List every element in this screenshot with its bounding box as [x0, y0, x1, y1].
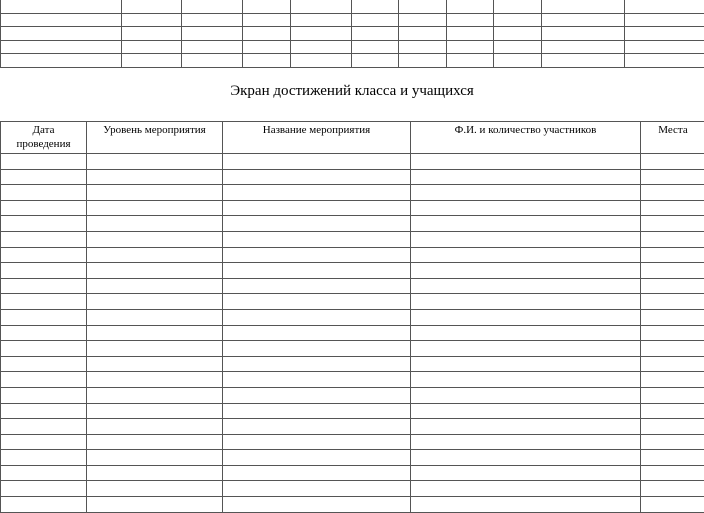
table-cell [223, 497, 411, 513]
table-cell [447, 27, 494, 41]
table-cell [87, 419, 223, 435]
table-cell [87, 231, 223, 247]
table-cell [223, 309, 411, 325]
table-cell [122, 54, 182, 68]
table-cell [1, 309, 87, 325]
table-cell [291, 0, 352, 13]
table-cell [641, 185, 704, 201]
table-cell [243, 27, 291, 41]
table-cell [87, 185, 223, 201]
table-cell [87, 325, 223, 341]
table-cell [1, 372, 87, 388]
table-cell [1, 154, 87, 170]
table-cell [641, 403, 704, 419]
table-cell [411, 481, 641, 497]
table-cell [1, 497, 87, 513]
table-cell [87, 263, 223, 279]
table-cell [1, 356, 87, 372]
table-cell [182, 13, 243, 27]
table-cell [223, 154, 411, 170]
table-cell [87, 450, 223, 466]
table-cell [87, 356, 223, 372]
table-cell [399, 13, 447, 27]
table-cell [223, 341, 411, 357]
table-row [1, 294, 704, 310]
table-cell [87, 216, 223, 232]
table-cell [447, 0, 494, 13]
table-cell [352, 27, 399, 41]
table-row [1, 231, 704, 247]
table-cell [641, 387, 704, 403]
table-cell [411, 419, 641, 435]
column-header-places-label: Места [641, 123, 704, 137]
table-cell [87, 481, 223, 497]
table-cell [411, 325, 641, 341]
achievements-body [1, 154, 704, 513]
table-cell [641, 200, 704, 216]
column-header-participants [411, 122, 641, 154]
table-cell [87, 387, 223, 403]
table-cell [411, 200, 641, 216]
table-cell [223, 278, 411, 294]
table-cell [223, 387, 411, 403]
table-cell [223, 465, 411, 481]
table-cell [223, 200, 411, 216]
table-row [1, 465, 704, 481]
table-cell [223, 247, 411, 263]
table-cell [411, 497, 641, 513]
table-cell [641, 434, 704, 450]
table-cell [291, 40, 352, 54]
table-cell [87, 497, 223, 513]
top-grid-row [1, 54, 704, 68]
table-cell [641, 325, 704, 341]
table-row [1, 481, 704, 497]
table-cell [223, 231, 411, 247]
table-cell [1, 40, 122, 54]
table-cell [641, 465, 704, 481]
table-cell [399, 27, 447, 41]
table-cell [641, 450, 704, 466]
table-cell [494, 27, 542, 41]
table-cell [411, 278, 641, 294]
table-cell [87, 372, 223, 388]
table-row [1, 434, 704, 450]
table-cell [223, 325, 411, 341]
table-row [1, 387, 704, 403]
table-cell [122, 40, 182, 54]
table-cell [1, 247, 87, 263]
column-header-event-name [223, 122, 411, 154]
top-grid-row [1, 27, 704, 41]
table-cell [87, 434, 223, 450]
table-cell [411, 154, 641, 170]
table-cell [1, 403, 87, 419]
table-cell [223, 185, 411, 201]
table-cell [411, 450, 641, 466]
table-cell [352, 0, 399, 13]
table-cell [87, 154, 223, 170]
table-cell [399, 0, 447, 13]
table-cell [399, 40, 447, 54]
table-cell [1, 481, 87, 497]
table-cell [1, 434, 87, 450]
table-cell [447, 13, 494, 27]
table-cell [223, 450, 411, 466]
table-cell [641, 419, 704, 435]
top-grid-row [1, 0, 704, 13]
table-cell [87, 465, 223, 481]
column-header-date-line2: проведения [1, 137, 86, 151]
table-row [1, 372, 704, 388]
table-cell [411, 263, 641, 279]
table-cell [411, 465, 641, 481]
table-cell [1, 0, 122, 13]
table-row [1, 341, 704, 357]
table-cell [122, 27, 182, 41]
table-cell [182, 0, 243, 13]
table-row [1, 309, 704, 325]
table-row [1, 185, 704, 201]
table-cell [641, 247, 704, 263]
table-cell [291, 13, 352, 27]
table-row [1, 450, 704, 466]
table-cell [641, 497, 704, 513]
column-header-level-label: Уровень мероприятия [87, 123, 222, 137]
table-cell [542, 27, 625, 41]
table-cell [641, 309, 704, 325]
column-header-date-line1: Дата [1, 123, 86, 137]
table-cell [291, 54, 352, 68]
table-cell [1, 54, 122, 68]
page-title: Экран достижений класса и учащихся [0, 82, 704, 100]
table-cell [223, 419, 411, 435]
table-cell [494, 54, 542, 68]
table-cell [411, 169, 641, 185]
table-cell [87, 294, 223, 310]
achievements-table [0, 121, 704, 513]
table-cell [1, 200, 87, 216]
table-cell [182, 27, 243, 41]
table-cell [641, 216, 704, 232]
table-row [1, 200, 704, 216]
table-cell [87, 200, 223, 216]
table-cell [352, 54, 399, 68]
table-cell [641, 169, 704, 185]
table-cell [87, 169, 223, 185]
table-cell [223, 434, 411, 450]
table-cell [494, 40, 542, 54]
table-cell [223, 481, 411, 497]
table-cell [1, 294, 87, 310]
table-cell [87, 309, 223, 325]
table-cell [411, 294, 641, 310]
table-cell [411, 387, 641, 403]
table-cell [1, 169, 87, 185]
table-cell [625, 40, 704, 54]
table-cell [87, 403, 223, 419]
table-cell [542, 13, 625, 27]
table-cell [447, 54, 494, 68]
column-header-participants-label: Ф.И. и количество участников [411, 123, 640, 137]
table-cell [87, 341, 223, 357]
table-cell [352, 13, 399, 27]
table-cell [223, 263, 411, 279]
table-cell [411, 372, 641, 388]
table-cell [1, 13, 122, 27]
table-cell [542, 0, 625, 13]
table-cell [411, 403, 641, 419]
table-cell [243, 13, 291, 27]
table-cell [641, 278, 704, 294]
column-header-places [641, 122, 704, 154]
table-row [1, 278, 704, 294]
header-row [1, 122, 704, 154]
table-cell [1, 465, 87, 481]
table-cell [87, 247, 223, 263]
table-cell [641, 481, 704, 497]
table-cell [625, 54, 704, 68]
table-cell [641, 231, 704, 247]
table-row [1, 497, 704, 513]
table-cell [1, 278, 87, 294]
table-cell [411, 185, 641, 201]
table-cell [625, 0, 704, 13]
table-cell [122, 13, 182, 27]
table-cell [243, 40, 291, 54]
table-cell [182, 40, 243, 54]
table-cell [1, 216, 87, 232]
table-row [1, 419, 704, 435]
table-cell [352, 40, 399, 54]
table-cell [411, 309, 641, 325]
table-cell [447, 40, 494, 54]
table-cell [641, 294, 704, 310]
table-row [1, 247, 704, 263]
table-cell [411, 216, 641, 232]
column-header-level [87, 122, 223, 154]
table-cell [1, 27, 122, 41]
table-cell [542, 40, 625, 54]
table-cell [243, 0, 291, 13]
table-cell [411, 247, 641, 263]
table-cell [223, 372, 411, 388]
table-cell [223, 216, 411, 232]
top-grid-row [1, 13, 704, 27]
table-cell [223, 356, 411, 372]
table-cell [1, 263, 87, 279]
table-cell [411, 341, 641, 357]
table-cell [411, 434, 641, 450]
table-cell [223, 294, 411, 310]
table-cell [542, 54, 625, 68]
table-cell [641, 356, 704, 372]
table-cell [641, 154, 704, 170]
table-cell [494, 0, 542, 13]
top-grid-row [1, 40, 704, 54]
table-row [1, 169, 704, 185]
table-cell [1, 419, 87, 435]
table-cell [1, 341, 87, 357]
table-cell [291, 27, 352, 41]
table-cell [122, 0, 182, 13]
table-cell [641, 341, 704, 357]
column-header-event-name-label: Название мероприятия [223, 123, 410, 137]
table-cell [411, 356, 641, 372]
table-cell [399, 54, 447, 68]
column-header-date [1, 122, 87, 154]
table-cell [223, 403, 411, 419]
table-row [1, 154, 704, 170]
table-cell [411, 231, 641, 247]
table-cell [1, 231, 87, 247]
table-cell [641, 372, 704, 388]
top-grid-table [0, 0, 704, 68]
top-grid-body [1, 0, 704, 67]
table-cell [1, 450, 87, 466]
table-cell [1, 387, 87, 403]
table-cell [494, 13, 542, 27]
table-row [1, 263, 704, 279]
table-cell [625, 27, 704, 41]
table-row [1, 403, 704, 419]
table-cell [223, 169, 411, 185]
table-row [1, 356, 704, 372]
table-row [1, 216, 704, 232]
table-cell [641, 263, 704, 279]
table-cell [182, 54, 243, 68]
table-cell [1, 325, 87, 341]
table-cell [1, 185, 87, 201]
table-cell [243, 54, 291, 68]
table-cell [625, 13, 704, 27]
table-row [1, 325, 704, 341]
table-cell [87, 278, 223, 294]
